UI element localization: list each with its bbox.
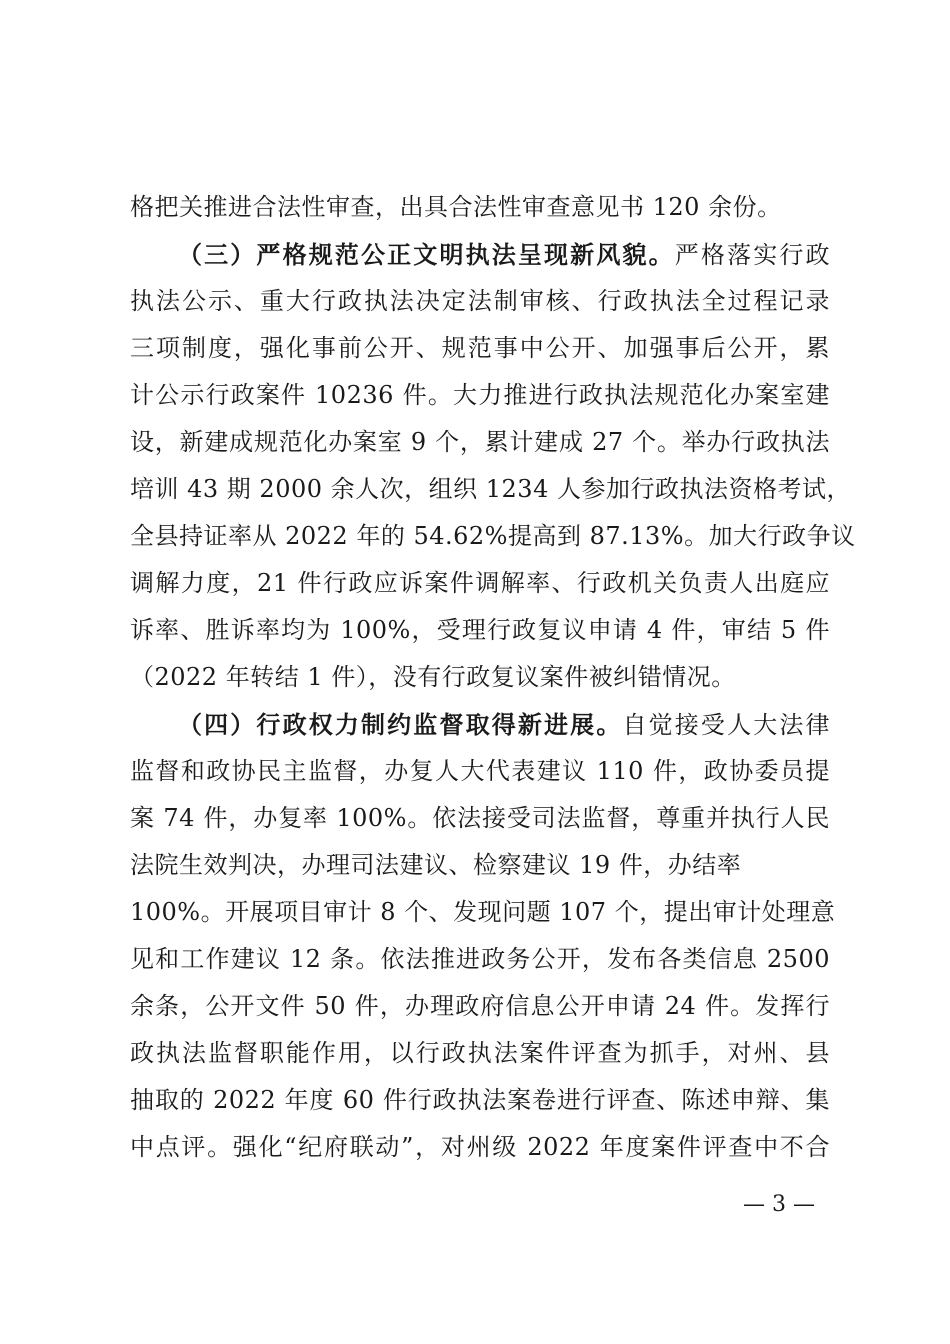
line-text: 调解力度，21 件行政应诉案件调解率、行政机关负责人出庭应	[130, 569, 830, 597]
line-text: 诉率、胜诉率均为 100%，受理行政复议申请 4 件，审结 5 件	[130, 616, 830, 644]
line-text: 余条，公开文件 50 件，办理政府信息公开申请 24 件。发挥行	[130, 992, 830, 1020]
line-text: 见和工作建议 12 条。依法推进政务公开，发布各类信息 2500	[130, 945, 830, 973]
line-text: 抽取的 2022 年度 60 件行政执法案卷进行评查、陈述申辩、集	[130, 1086, 830, 1114]
text-line	[130, 325, 830, 372]
text-line	[130, 1124, 830, 1171]
line-text: 中点评。强化“纪府联动”，对州级 2022 年度案件评查中不合	[130, 1133, 830, 1161]
text-line	[130, 231, 830, 278]
text-line	[130, 184, 830, 231]
line-text: 执法公示、重大行政执法决定法制审核、行政执法全过程记录	[130, 287, 830, 315]
text-line	[130, 372, 830, 419]
text-line	[130, 466, 851, 513]
line-text: 严格落实行政	[674, 241, 831, 269]
text-line	[130, 560, 830, 607]
line-text: 全县持证率从 2022 年的 54.62%提高到 87.13%。加大行政争议	[130, 522, 856, 550]
text-line	[130, 701, 830, 748]
line-text: 计公示行政案件 10236 件。大力推进行政执法规范化办案室建	[130, 381, 830, 409]
text-line	[130, 1077, 830, 1124]
text-line	[130, 889, 836, 936]
text-line	[130, 419, 830, 466]
text-line	[130, 936, 830, 983]
body-text	[130, 184, 856, 1171]
text-line	[130, 1030, 830, 1077]
line-text: 案 74 件，办复率 100%。依法接受司法监督，尊重并执行人民	[130, 804, 830, 832]
line-text: 政执法监督职能作用，以行政执法案件评查为抓手，对州、县	[130, 1039, 830, 1067]
page-number: — 3 —	[743, 1192, 815, 1217]
text-line	[130, 842, 830, 889]
section-heading: （四）行政权力制约监督取得新进展。	[178, 710, 623, 739]
text-line	[130, 983, 830, 1030]
line-text: 自觉接受人大法律	[622, 711, 831, 739]
text-line	[130, 607, 830, 654]
line-text: （2022 年转结 1 件），没有行政复议案件被纠错情况。	[130, 663, 736, 691]
text-line	[130, 513, 856, 560]
text-line	[130, 748, 830, 795]
line-text: 监督和政协民主监督，办复人大代表建议 110 件，政协委员提	[130, 757, 830, 785]
line-text: 培训 43 期 2000 余人次，组织 1234 人参加行政执法资格考试，	[130, 475, 851, 503]
line-text: 格把关推进合法性审查，出具合法性审查意见书 120 余份。	[130, 193, 782, 221]
line-text: 设，新建成规范化办案室 9 个，累计建成 27 个。举办行政执法	[130, 428, 830, 456]
section-heading: （三）严格规范公正文明执法呈现新风貌。	[178, 240, 675, 269]
line-text: 法院生效判决，办理司法建议、检察建议 19 件，办结率	[130, 851, 742, 879]
text-line	[130, 795, 830, 842]
text-line	[130, 278, 830, 325]
text-line	[130, 654, 830, 701]
line-text: 三项制度，强化事前公开、规范事中公开、加强事后公开，累	[130, 334, 830, 362]
line-text: 100%。开展项目审计 8 个、发现问题 107 个，提出审计处理意	[130, 898, 836, 926]
